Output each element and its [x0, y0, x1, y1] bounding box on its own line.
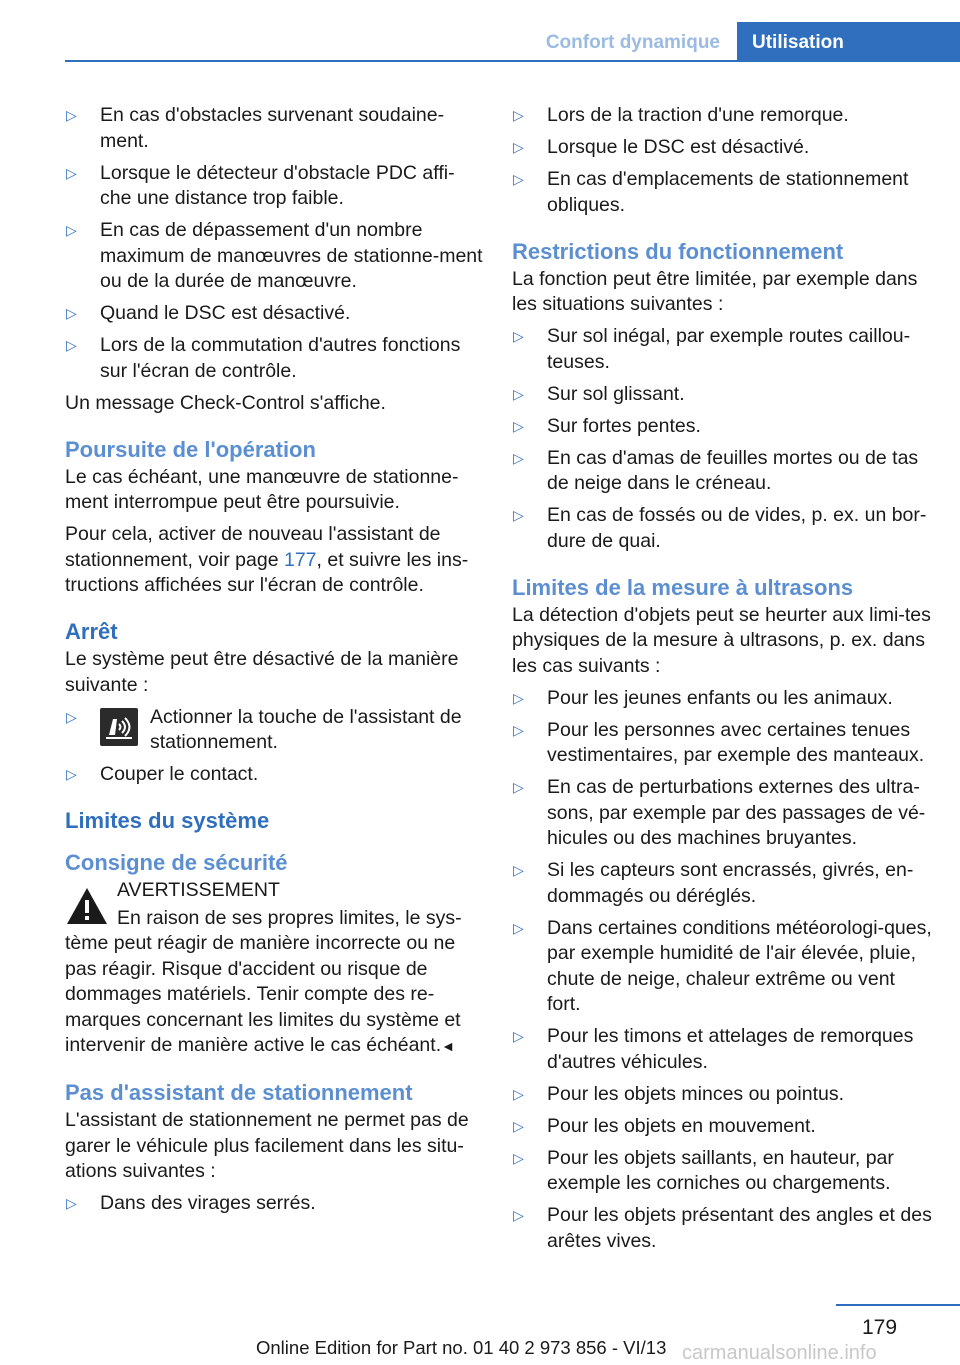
list-item: ▷ Pour les objets saillants, en hauteur, par exemple les corniches ou chargements.: [512, 1146, 932, 1197]
list-item: ▷ Dans des virages serrés.: [65, 1191, 483, 1217]
header-section-title: Confort dynamique: [545, 32, 720, 53]
triangle-right-icon: ▷: [513, 1149, 524, 1166]
triangle-right-icon: ▷: [513, 1085, 524, 1102]
list-item: ▷ Dans certaines conditions météorologi-ques, par exemple humidité de l'air élevée, pluie, chute de neige, chaleur extrême ou vent fort.: [512, 916, 932, 1018]
heading-pas-assistant: Pas d'assistant de stationnement: [65, 1080, 413, 1105]
triangle-right-icon: ▷: [66, 337, 77, 353]
list-item: ▷ En cas d'emplacements de stationnement obliques.: [512, 167, 932, 218]
triangle-right-icon: ▷: [513, 919, 524, 936]
list-item: ▷ Pour les personnes avec certaines tenues vestimentaires, par exemple des manteaux.: [512, 718, 932, 769]
heading-limites: Limites du système: [65, 808, 270, 833]
header-rule: [65, 60, 960, 62]
triangle-right-icon: ▷: [513, 139, 524, 155]
triangle-right-icon: ▷: [513, 1207, 524, 1223]
triangle-right-icon: ▷: [513, 507, 524, 523]
list-item: ▷ Quand le DSC est désactivé.: [65, 301, 483, 327]
triangle-right-icon: ▷: [66, 164, 77, 181]
triangle-right-icon: ▷: [66, 107, 77, 123]
list-item: ▷ Pour les timons et attelages de remorques d'autres véhicules.: [512, 1024, 932, 1075]
heading-restrictions: Restrictions du fonctionnement: [512, 238, 844, 264]
list-item: ▷ Actionner la touche de l'assistant de stationnement.: [65, 705, 483, 756]
list-item: ▷ Pour les objets en mouvement.: [512, 1114, 932, 1140]
list-item: ▷ En cas d'amas de feuilles mortes ou de tas de neige dans le créneau.: [512, 446, 932, 497]
list-item: ▷ Pour les objets minces ou pointus.: [512, 1082, 932, 1108]
list-item: ▷ Lorsque le détecteur d'obstacle PDC affi-che une distance trop faible.: [65, 161, 483, 212]
list-item: ▷ Sur sol inégal, par exemple routes caillou-teuses.: [512, 324, 932, 375]
list-item: ▷ Couper le contact.: [65, 762, 483, 788]
triangle-right-icon: ▷: [513, 328, 524, 344]
warning-triangle-icon: [65, 886, 109, 926]
list-item: ▷ Lorsque le DSC est désactivé.: [512, 135, 932, 161]
page-header: [0, 0, 960, 62]
parking-assistant-button-icon: [100, 708, 138, 746]
page-number: 179: [862, 1316, 898, 1339]
triangle-right-icon: ▷: [66, 305, 77, 321]
paragraph: L'assistant de stationnement ne permet pas de garer le véhicule plus facilement dans les situ-ations suivantes :: [65, 1109, 469, 1182]
end-mark-icon: ◄: [441, 1038, 455, 1054]
paragraph-with-link: Pour cela, activer de nouveau l'assistant de stationnement, voir page 177, et suivre les ins-tructions affichées sur l'écran de contrôle.: [65, 523, 469, 596]
list-item: ▷ Si les capteurs sont encrassés, givrés, en-dommagés ou déréglés.: [512, 858, 932, 909]
triangle-right-icon: ▷: [513, 417, 524, 434]
list-item: ▷ En cas de fossés ou de vides, p. ex. un bor-dure de quai.: [512, 503, 932, 554]
heading-ultrasons: Limites de la mesure à ultrasons: [512, 574, 854, 600]
watermark: carmanualsonline.info: [682, 1342, 877, 1364]
triangle-right-icon: ▷: [513, 449, 524, 466]
triangle-right-icon: ▷: [513, 779, 524, 795]
edition-line: Online Edition for Part no. 01 40 2 973 856 - VI/13: [256, 1337, 667, 1358]
left-column: [65, 103, 483, 1223]
triangle-right-icon: ▷: [513, 721, 524, 738]
heading-consigne: Consigne de sécurité: [65, 850, 288, 875]
triangle-right-icon: ▷: [513, 1117, 524, 1134]
heading-arret: Arrêt: [65, 619, 118, 644]
triangle-right-icon: ▷: [66, 1195, 77, 1211]
triangle-right-icon: ▷: [513, 107, 524, 123]
list-item: ▷ Sur sol glissant.: [512, 382, 932, 408]
warning-text: En raison de ses propres limites, le sys-tème peut réagir de manière incorrecte ou ne pas réagir. Risque d'accident ou risque de dommages matériels. Tenir compte des re-marques concernant les limites du système et intervenir de manière active le cas échéant.◄: [65, 906, 462, 1056]
paragraph: Un message Check-Control s'affiche.: [65, 391, 386, 414]
list-item: ▷ Pour les jeunes enfants ou les animaux.: [512, 686, 932, 712]
header-tab: Utilisation: [737, 22, 960, 62]
triangle-right-icon: ▷: [513, 862, 524, 878]
paragraph: La fonction peut être limitée, par exemple dans les situations suivantes :: [512, 267, 918, 315]
triangle-right-icon: ▷: [513, 1028, 524, 1044]
list-item: ▷ En cas de dépassement d'un nombre maximum de manœuvres de stationne-ment ou de la durée de manœuvre.: [65, 218, 483, 295]
list-item: ▷ Sur fortes pentes.: [512, 414, 932, 440]
paragraph: La détection d'objets peut se heurter aux limi-tes physiques de la mesure à ultrasons, p. ex. dans les cas suivants :: [512, 603, 931, 677]
triangle-right-icon: ▷: [513, 171, 524, 187]
warning-title: AVERTISSEMENT: [117, 879, 280, 901]
page-link[interactable]: 177: [283, 548, 317, 571]
triangle-right-icon: ▷: [66, 222, 77, 238]
triangle-right-icon: ▷: [513, 689, 524, 706]
right-column: [512, 103, 932, 1261]
triangle-right-icon: ▷: [66, 708, 77, 725]
list-item: ▷ Lors de la traction d'une remorque.: [512, 103, 932, 129]
paragraph: Le cas échéant, une manœuvre de stationne-ment interrompue peut être poursuivie.: [65, 465, 459, 513]
footer-rule: [836, 1304, 960, 1306]
triangle-right-icon: ▷: [66, 766, 77, 782]
paragraph: Le système peut être désactivé de la manière suivante :: [65, 648, 459, 696]
list-item: ▷ Pour les objets présentant des angles et des arêtes vives.: [512, 1203, 932, 1254]
list-item: ▷ En cas de perturbations externes des ultra-sons, par exemple par des passages de vé-hicules ou des machines bruyantes.: [512, 775, 932, 852]
list-item: ▷ En cas d'obstacles survenant soudaine-ment.: [65, 103, 483, 154]
triangle-right-icon: ▷: [513, 385, 524, 402]
list-item: ▷ Lors de la commutation d'autres fonctions sur l'écran de contrôle.: [65, 333, 483, 384]
heading-poursuite: Poursuite de l'opération: [65, 436, 316, 462]
